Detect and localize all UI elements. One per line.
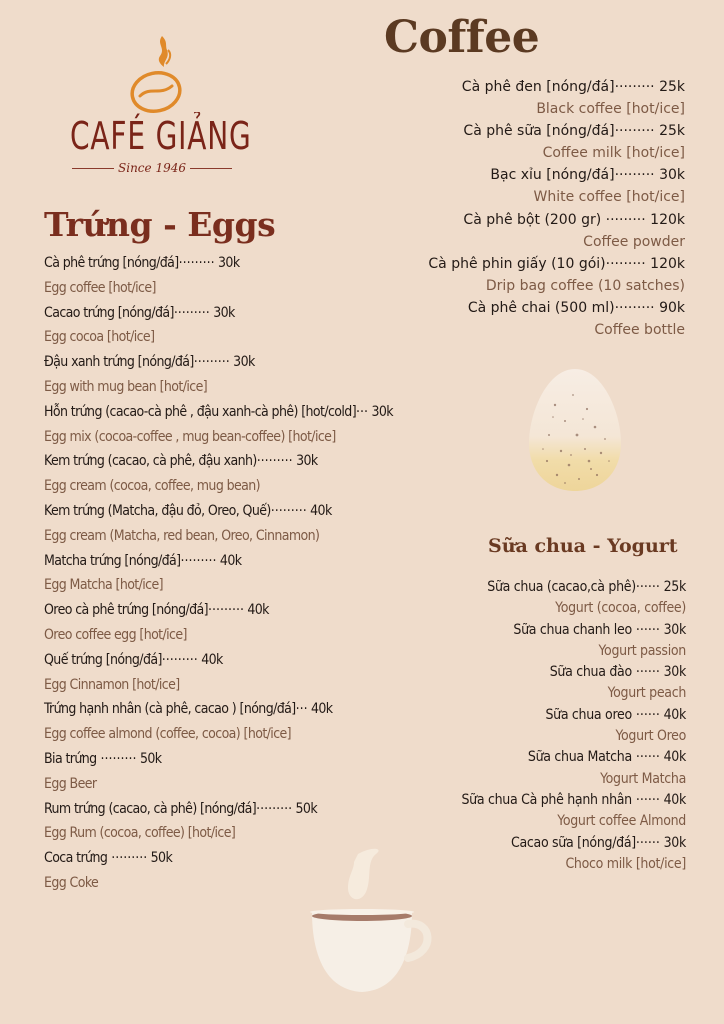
menu-item-vn: Bia trứng ········· 50k	[44, 750, 162, 767]
price: 30k	[296, 453, 318, 470]
price: 40k	[247, 602, 269, 619]
menu-item-vn: Trứng hạnh nhân (cà phê, cacao ) [nóng/đá]··· 40k	[44, 701, 333, 718]
menu-item-en: Coffee bottle	[594, 322, 685, 339]
menu-item-vn: Kem trứng (Matcha, đậu đỏ, Oreo, Quế)········· 40k	[44, 502, 332, 519]
price: 120k	[650, 211, 685, 228]
menu-item-vn: Sữa chua oreo ······ 40k	[545, 706, 686, 723]
menu-item-en: Egg cocoa [hot/ice]	[44, 329, 155, 346]
menu-item-vn: Sữa chua (cacao,cà phê)······ 25k	[487, 579, 686, 595]
eggs-list	[44, 251, 444, 896]
divider	[190, 168, 232, 169]
menu-item-vn: Matcha trứng [nóng/đá]········· 40k	[44, 552, 242, 569]
price: 40k	[663, 791, 686, 808]
menu-item-en: Coffee milk [hot/ice]	[542, 145, 685, 162]
price: 50k	[150, 850, 173, 867]
price: 30k	[663, 834, 686, 851]
price: 25k	[659, 123, 685, 140]
menu-item-vn: Sữa chua Cà phê hạnh nhân ······ 40k	[461, 791, 686, 808]
price: 40k	[663, 749, 686, 766]
menu-item-en: Yogurt Oreo	[615, 728, 686, 745]
menu-item-en: White coffee [hot/ice]	[533, 189, 685, 206]
coffee-cup-icon	[300, 840, 440, 1020]
menu-item-en: Yogurt peach	[607, 685, 686, 702]
menu-item-vn: Cà phê trứng [nóng/đá]········· 30k	[44, 255, 240, 271]
since-text: Since 1946	[118, 161, 186, 175]
menu-item-en: Oreo coffee egg [hot/ice]	[44, 626, 187, 643]
menu-item-en: Egg Cinnamon [hot/ice]	[44, 676, 180, 693]
menu-item-vn: Cacao sữa [nóng/đá]······ 30k	[510, 834, 686, 851]
price: 120k	[650, 255, 685, 272]
price: 50k	[295, 800, 318, 817]
price: 40k	[219, 552, 242, 569]
menu-item-vn: Hỗn trứng (cacao-cà phê , đậu xanh-cà phê) [hot/cold]··· 30k	[44, 403, 393, 420]
menu-item-vn: Coca trứng ········· 50k	[44, 850, 173, 867]
menu-item-vn: Cà phê bột (200 gr) ········· 120k	[463, 211, 685, 228]
coffee-bean-steam-icon	[130, 34, 186, 114]
price: 25k	[659, 79, 685, 95]
menu-item-vn: Oreo cà phê trứng [nóng/đá]········· 40k	[44, 602, 269, 619]
menu-item-en: Yogurt (cocoa, coffee)	[555, 600, 686, 617]
menu-item-vn: Đậu xanh trứng [nóng/đá]········· 30k	[44, 354, 255, 371]
menu-item-vn: Bạc xỉu [nóng/đá]········· 30k	[490, 167, 685, 184]
section-title-eggs: Trứng - Eggs	[44, 205, 276, 244]
menu-item-en: Egg cream (Matcha, red bean, Oreo, Cinnamon)	[44, 527, 320, 544]
menu-item-vn: Cacao trứng [nóng/đá]········· 30k	[44, 304, 235, 321]
price: 50k	[139, 750, 162, 767]
menu-item-en: Choco milk [hot/ice]	[565, 855, 686, 872]
menu-item-vn: Cà phê sữa [nóng/đá]········· 25k	[463, 123, 685, 140]
menu-item-vn: Cà phê đen [nóng/đá]········· 25k	[461, 79, 685, 95]
egg-illustration-icon	[525, 365, 625, 495]
price: 30k	[663, 664, 686, 681]
menu-item-en: Egg coffee almond (coffee, cocoa) [hot/ice]	[44, 726, 291, 743]
section-title-coffee: Coffee	[384, 12, 540, 63]
menu-item-vn: Cà phê phin giấy (10 gói)········· 120k	[428, 255, 685, 272]
menu-item-vn: Sữa chua đào ······ 30k	[549, 664, 686, 681]
menu-item-en: Egg with mug bean [hot/ice]	[44, 378, 208, 395]
price: 40k	[201, 651, 223, 668]
menu-item-vn: Sữa chua chanh leo ······ 30k	[513, 621, 686, 638]
brand-name: CAFÉ GIẢNG	[70, 114, 252, 158]
menu-item-en: Egg Beer	[44, 775, 97, 792]
menu-item-en: Egg coffee [hot/ice]	[44, 279, 156, 296]
since-line	[72, 158, 232, 178]
price: 30k	[213, 304, 235, 321]
menu-item-en: Egg cream (cocoa, coffee, mug bean)	[44, 478, 260, 495]
price: 30k	[371, 403, 393, 420]
price: 30k	[218, 255, 240, 271]
price: 90k	[659, 299, 685, 316]
menu-item-en: Egg Matcha [hot/ice]	[44, 577, 163, 594]
menu-item-vn: Cà phê chai (500 ml)········· 90k	[467, 299, 685, 316]
price: 40k	[310, 701, 333, 718]
price: 30k	[659, 167, 685, 184]
price: 30k	[233, 354, 255, 371]
brand-logo	[62, 20, 252, 180]
price: 30k	[663, 621, 686, 638]
menu-item-en: Black coffee [hot/ice]	[536, 101, 685, 118]
menu-item-en: Coffee powder	[583, 233, 685, 250]
menu-item-en: Egg Coke	[44, 874, 99, 891]
menu-item-en: Yogurt Matcha	[600, 770, 686, 787]
menu-item-vn: Rum trứng (cacao, cà phê) [nóng/đá]········· 50k	[44, 800, 318, 817]
divider	[72, 168, 114, 169]
menu-item-en: Egg mix (cocoa-coffee , mug bean-coffee) [hot/ice]	[44, 428, 336, 445]
price: 25k	[663, 579, 686, 595]
menu-item-vn: Kem trứng (cacao, cà phê, đậu xanh)········· 30k	[44, 453, 318, 470]
menu-item-vn: Quế trứng [nóng/đá]········· 40k	[44, 651, 223, 668]
menu-item-en: Drip bag coffee (10 satches)	[485, 277, 685, 294]
yogurt-list	[386, 577, 686, 875]
menu-item-en: Yogurt passion	[598, 642, 686, 659]
section-title-yogurt: Sữa chua - Yogurt	[488, 535, 678, 557]
menu-item-en: Yogurt coffee Almond	[557, 813, 686, 830]
menu-item-vn: Sữa chua Matcha ······ 40k	[527, 749, 686, 766]
price: 40k	[663, 706, 686, 723]
menu-item-en: Egg Rum (cocoa, coffee) [hot/ice]	[44, 825, 236, 842]
price: 40k	[310, 502, 332, 519]
